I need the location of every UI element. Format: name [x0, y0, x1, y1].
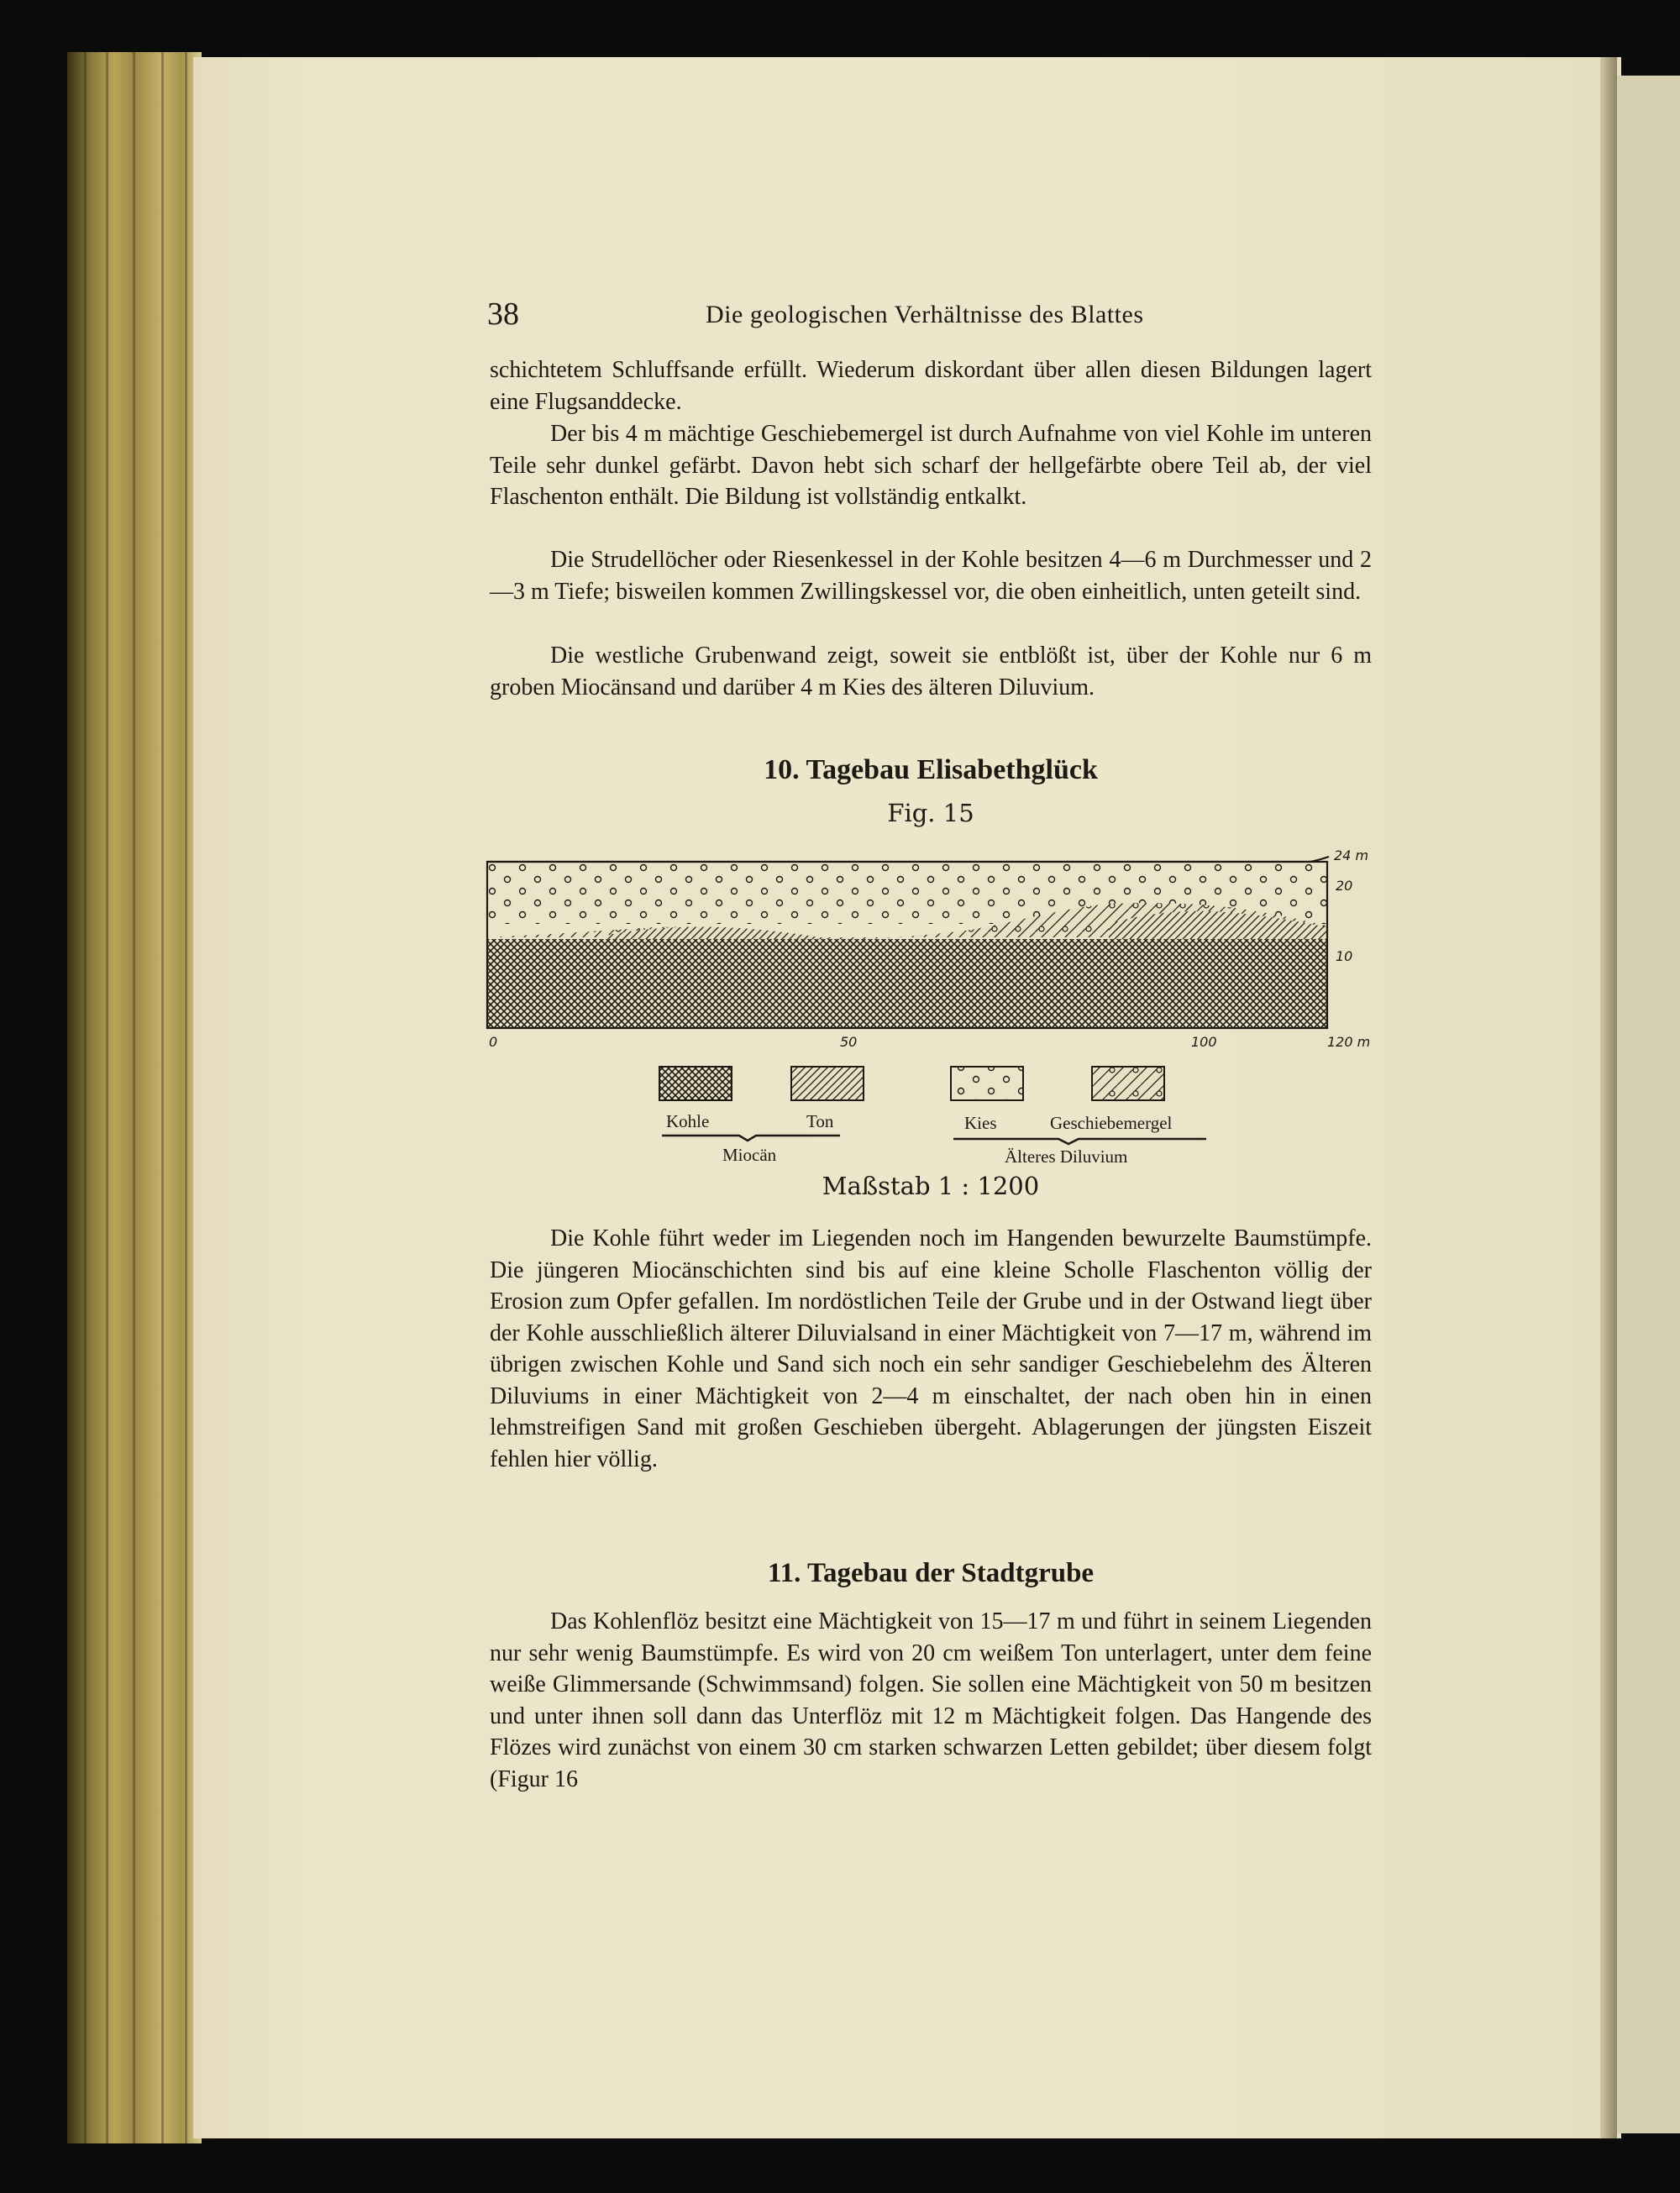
- legend-label: Kohle: [666, 1111, 710, 1131]
- legend-swatch-geschiebemergel: [1092, 1067, 1164, 1100]
- adjacent-page-edge: [1617, 76, 1680, 2133]
- axis-label: 10: [1336, 948, 1353, 964]
- group-brace-diluvium: [953, 1139, 1206, 1144]
- section-heading: 10. Tagebau Elisabethglück: [764, 754, 1098, 785]
- axis-label: 100: [1191, 1034, 1217, 1050]
- legend-swatch-kohle: [659, 1067, 732, 1100]
- paragraph-text: schichtetem Schluffsande erfüllt. Wiederum diskordant über allen diesen Bildungen lagert eine Flugsanddecke.: [490, 357, 1372, 415]
- group-brace-miocaen: [662, 1136, 840, 1141]
- legend-label: Kies: [964, 1113, 997, 1133]
- axis-label: 0: [489, 1034, 498, 1050]
- legend-label: Geschiebemergel: [1050, 1113, 1173, 1133]
- paragraph: [490, 354, 1372, 417]
- figure-scale: Maßstab 1 : 1200: [822, 1172, 1040, 1200]
- paragraph-text: Das Kohlenflöz besitzt eine Mächtigkeit von 15—17 m und führt in seinem Liegenden nur sehr wenig Baumstümpfe. Es wird von 20 cm weißem Ton unterlagert, unter dem feine weiße Glimmersande (Schwimmsand) folgen. Sie sollen eine Mächtigkeit von 50 m besitzen und unter ihnen soll dann das Unterflöz mit 12 m Mächtigkeit folgen. Das Hangende des Flözes wird zunächst von einem 30 cm starken schwarzen Letten gebildet; über diesem folgt (Figur 16: [490, 1608, 1372, 1792]
- paragraph-text: Die westliche Grubenwand zeigt, soweit sie entblößt ist, über der Kohle nur 6 m groben Miocänsand und darüber 4 m Kies des älteren Diluvium.: [490, 643, 1372, 700]
- axis-label: 24 m: [1334, 850, 1369, 863]
- legend-swatch-ton: [791, 1067, 864, 1100]
- axis-label: 120 m: [1327, 1034, 1371, 1050]
- running-title: Die geologischen Verhältnisse des Blattes: [706, 301, 1144, 328]
- page-number: 38: [487, 296, 519, 332]
- group-label: Älteres Diluvium: [1005, 1146, 1128, 1167]
- page-gutter-shadow: [1600, 57, 1617, 2138]
- section-heading: 11. Tagebau der Stadtgrube: [767, 1558, 1095, 1588]
- axis-label: 50: [840, 1034, 858, 1050]
- paragraph: [490, 418, 1372, 513]
- book-page-edges: [67, 52, 202, 2143]
- paragraph-text: Die Kohle führt weder im Liegenden noch im Hangenden bewurzelte Baumstümpfe. Die jüngeren Miocänschichten sind bis auf eine kleine Scholle Flaschenton völlig der Erosion zum Opfer gefallen. Im nordöstlichen Teile der Grube und in der Ostwand liegt über der Kohle ausschließlich älterer Diluvialsand in einer Mächtigkeit von 7—17 m, während im übrigen zwischen Kohle und Sand sich noch ein sehr sandiger Geschiebelehm des Älteren Diluviums in einer Mächtigkeit von 2—4 m einschaltet, der nach oben hin in einen lehmstreifigen Sand mit großen Geschieben übergeht. Ablagerungen der jüngsten Eiszeit fehlen hier völlig.: [490, 1225, 1372, 1472]
- paragraph-text: Die Strudellöcher oder Riesenkessel in der Kohle besitzen 4—6 m Durchmesser und 2—3 m Tiefe; bisweilen kommen Zwillingskessel vor, die oben einheitlich, unten geteilt sind.: [490, 547, 1372, 605]
- paragraph: [490, 1223, 1372, 1475]
- axis-label: 20: [1336, 878, 1353, 894]
- layer-kohle: [487, 939, 1327, 1028]
- group-label: Miocän: [722, 1145, 777, 1165]
- paragraph: [490, 1606, 1372, 1795]
- figure-label: Fig. 15: [887, 799, 974, 827]
- legend-swatch-kies: [951, 1067, 1023, 1100]
- paragraph: [490, 640, 1372, 703]
- paragraph: [490, 544, 1372, 607]
- paragraph-text: Der bis 4 m mächtige Geschiebemergel ist durch Aufnahme von viel Kohle im unteren Teile sehr dunkel gefärbt. Davon hebt sich scharf der hellgefärbte obere Teil ab, der viel Flaschenton enthält. Die Bildung ist vollständig entkalkt.: [490, 421, 1372, 510]
- legend-label: Ton: [806, 1111, 834, 1131]
